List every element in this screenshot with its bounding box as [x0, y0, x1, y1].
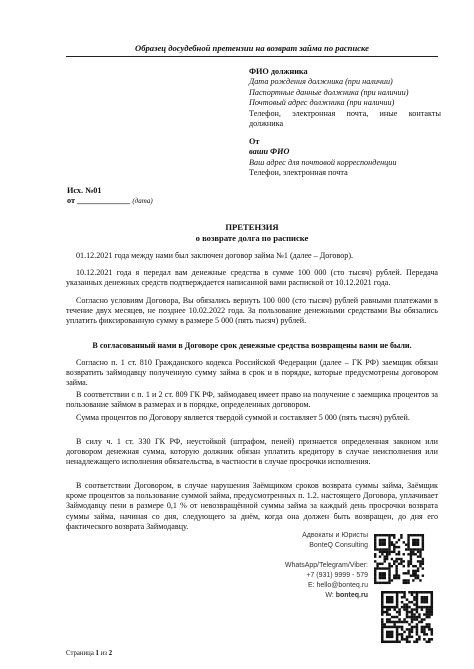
ad-phone[interactable]: +7 (931) 9999 - 579 [306, 572, 368, 580]
paragraph-2: 10.12.2021 года я передал вам денежные средства в сумме 100 000 (сто тысяч) рублей. Передача указанных денежных средств подтверждается написанной вами распиской от 10.12.2021 года. [66, 268, 438, 288]
footer-page-word: Страница [66, 650, 94, 657]
debtor-name: ФИО должника [249, 67, 308, 76]
footer-page-number: 1 [95, 650, 99, 657]
ad-line-messengers: WhatsApp/Telegram/Viber: [284, 562, 368, 570]
paragraph-9: В соответствии Договором, в случае нарушения Заёмщиком сроков возврата суммы займа, Заёмщик кроме процентов за пользование суммой займа, предусмотренных п. 1.2. настоящего Договора, уплачивает Займодавцу пени в размере 0,1 % от невозвращённой суммы займа за каждый день просрочки возврата суммы займа, начиная со дня, следующего за днём, когда она должен быть возвращен, до дня его фактического возврата Займодавцу. [66, 481, 438, 531]
paragraph-6: В соответствии с п. 1 и 2 ст. 809 ГК РФ, займодавец имеет право на получение с заемщика процентов за пользование займом в размерах и в порядке, определенных договором. [66, 390, 438, 410]
claim-subheading: о возврате долга по расписке [195, 233, 309, 243]
qr-code-upper[interactable] [374, 534, 424, 584]
debtor-passport: Паспортные данные должника (при наличии) [249, 87, 409, 97]
debtor-contacts: Телефон, электронная почта, иные контакты [249, 108, 441, 118]
reference-number: Исх. №01 [67, 186, 102, 195]
ad-email[interactable]: E: hello@bonteq.ru [307, 582, 368, 590]
debtor-block [249, 67, 441, 129]
paragraph-5: Согласно п. 1 ст. 810 Гражданского кодекса Российской Федерации (далее – ГК РФ) заемщик обязан возвратить займодавцу полученную сумму займа в срок и в порядке, которые предусмотрены договором займа. [66, 358, 438, 388]
ad-website-link[interactable]: bonteq.ru [335, 592, 368, 600]
reference-date-hint: (дата) [132, 197, 153, 206]
sender-name: ваши ФИО [249, 147, 290, 157]
reference-block [67, 186, 267, 207]
document-title: Образец досудебной претензии на возврат займа по расписке [135, 43, 369, 53]
reference-date [67, 196, 267, 206]
qr-code-icon[interactable] [373, 533, 441, 645]
reference-date-prefix: от _____________ [67, 196, 131, 206]
sender-from-label: От [249, 137, 260, 146]
ad-line-company: BonteQ Consulting [309, 542, 368, 550]
debtor-contacts-cont: должника [249, 119, 284, 129]
footer-page-total: 2 [108, 650, 113, 657]
qr-code-lower[interactable] [381, 591, 433, 643]
footer-of-word: из [100, 650, 107, 657]
paragraph-4: В согласованный нами в Договоре срок денежные средства возвращены вами не были. [92, 341, 412, 350]
page-footer [66, 650, 112, 657]
ad-website-prefix: W: [325, 592, 336, 600]
claim-heading: ПРЕТЕНЗИЯ [225, 222, 279, 232]
sender-address: Ваш адрес для почтовой корреспонденции [249, 157, 397, 167]
paragraph-7: Сумма процентов по Договору является твердой суммой и составляет 5 000 (пять тысяч) рублей. [76, 413, 410, 422]
sender-contacts: Телефон, электронная почта [249, 168, 348, 178]
paragraph-8: В силу ч. 1 ст. 330 ГК РФ, неустойкой (штрафом, пеней) признается определенная законом или договором денежная сумма, которую должник обязан уплатить кредитору в случае неисполнения или ненадлежащего исполнения обязательства, в частности в случае просрочки исполнения. [66, 437, 438, 467]
ad-line-lawyers: Адвокаты и Юристы [302, 532, 368, 539]
title-underline [66, 56, 438, 57]
paragraph-3: Согласно условиям Договора, Вы обязались вернуть 100 000 (сто тысяч) рублей равными платежами в течение двух месяцев, не позднее 10.02.2022 года. За пользование денежными средствами Вы обязались уплатить фиксированную сумму в размере 5 000 (пять тысяч) рублей. [66, 296, 438, 326]
debtor-dob: Дата рождения должника (при наличии) [249, 77, 393, 87]
advertisement-text [218, 531, 368, 602]
sender-block [249, 137, 441, 179]
debtor-address: Почтовый адрес должника (при наличии) [249, 98, 395, 108]
paragraph-1: 01.12.2021 года между нами был заключен договор займа №1 (далее – Договор). [76, 251, 354, 260]
ad-website[interactable] [218, 591, 368, 601]
